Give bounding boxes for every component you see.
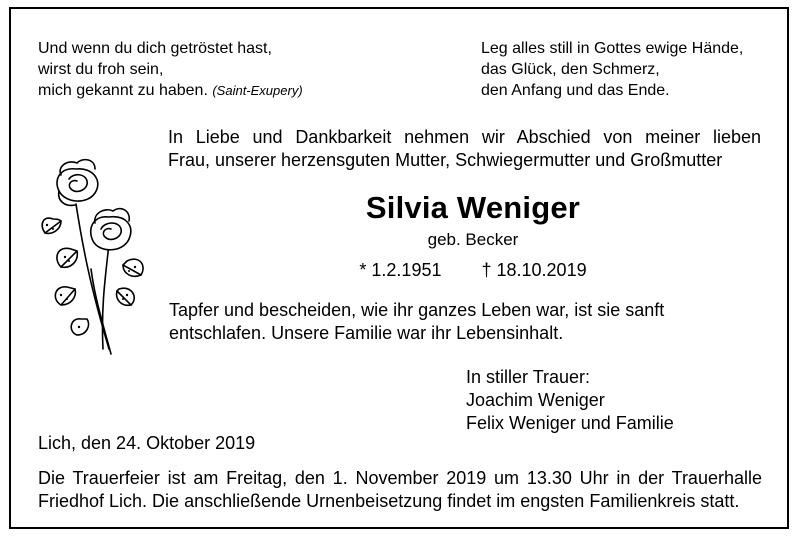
birth-date: * 1.2.1951 xyxy=(359,260,442,280)
mourners-heading: In stiller Trauer: xyxy=(466,367,591,387)
mourner-name: Felix Weniger und Familie xyxy=(466,413,674,433)
intro-text xyxy=(168,126,761,172)
intro-line: In Liebe und Dankbarkeit nehmen wir Abschied von meiner lieben xyxy=(168,127,761,147)
life-dates xyxy=(165,259,781,281)
funeral-line: Die Trauerfeier ist am Freitag, den 1. November 2019 um 13.30 Uhr in der Trauerhalle xyxy=(38,468,762,488)
quote-left-line: Und wenn du dich getröstet hast, xyxy=(38,40,272,57)
quote-author: (Saint-Exupery) xyxy=(212,83,303,98)
rose-icon xyxy=(31,149,151,359)
tribute-line: Tapfer und bescheiden, wie ihr ganzes Leben war, ist sie sanft xyxy=(169,300,665,320)
deceased-name: Silvia Weniger xyxy=(365,190,581,225)
quote-left-line xyxy=(38,80,303,101)
quote-left-line: wirst du froh sein, xyxy=(38,61,164,78)
quote-left xyxy=(38,38,303,101)
funeral-info xyxy=(38,467,762,513)
birth-name: geb. Becker xyxy=(427,230,519,249)
intro-line: Frau, unserer herzensguten Mutter, Schwiegermutter und Großmutter xyxy=(168,150,723,170)
funeral-line: Friedhof Lich. Die anschließende Urnenbeisetzung findet im engsten Familienkreis statt. xyxy=(38,491,740,511)
quote-right xyxy=(481,38,743,101)
mourners-block xyxy=(466,366,674,435)
tribute-line: entschlafen. Unsere Familie war ihr Lebensinhalt. xyxy=(169,323,564,343)
quote-left-line-text: mich gekannt zu haben. xyxy=(38,82,208,99)
death-date: † 18.10.2019 xyxy=(481,260,587,280)
quote-right-line: Leg alles still in Gottes ewige Hände, xyxy=(481,40,744,57)
mourner-name: Joachim Weniger xyxy=(466,390,605,410)
tribute-text xyxy=(169,299,664,345)
quote-right-line: das Glück, den Schmerz, xyxy=(481,61,660,78)
place-date: Lich, den 24. Oktober 2019 xyxy=(38,433,256,453)
quote-right-line: den Anfang und das Ende. xyxy=(481,82,670,99)
obituary-notice xyxy=(9,7,789,529)
